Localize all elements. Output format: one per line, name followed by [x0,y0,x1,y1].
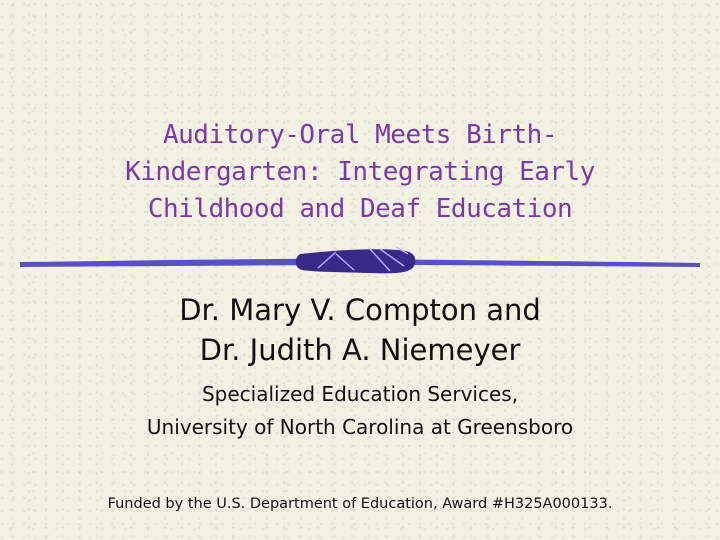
decorative-divider [18,240,702,280]
affiliation [60,378,660,444]
title-line-3: Childhood and Deaf Education [147,194,573,224]
affiliation-line-1: Specialized Education Services, [201,382,519,406]
title-line-1: Auditory-Oral Meets Birth- [163,120,557,150]
author-1: Dr. Mary V. Compton and [179,293,541,327]
author-2: Dr. Judith A. Niemeyer [199,333,521,367]
title-line-2: Kindergarten: Integrating Early [125,157,595,187]
authors [60,290,660,370]
affiliation-line-2: University of North Carolina at Greensboro [146,415,574,439]
funding-note: Funded by the U.S. Department of Education, Award #H325A000133. [107,496,613,512]
slide-title [60,117,660,228]
